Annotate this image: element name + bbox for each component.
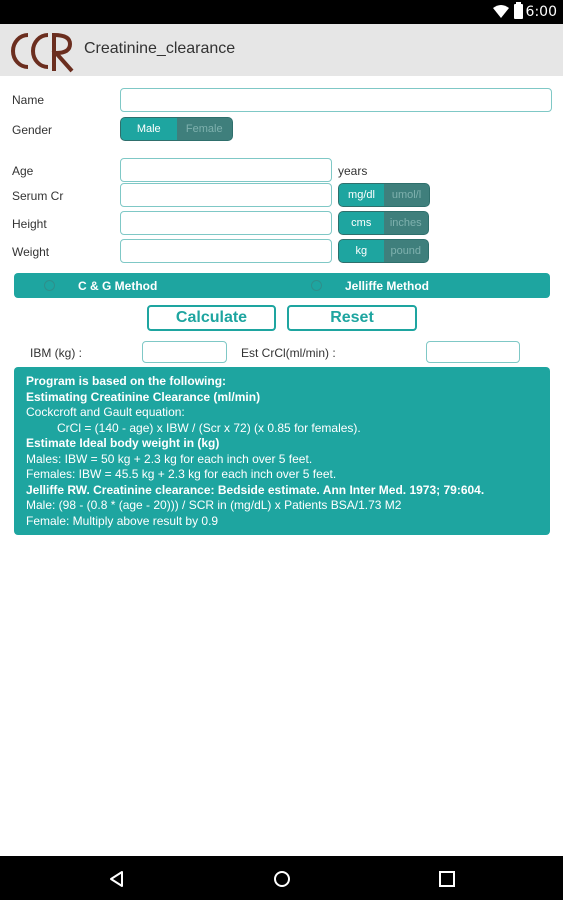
gender-toggle[interactable] (120, 117, 233, 141)
battery-icon (514, 4, 523, 19)
reset-button[interactable]: Reset (287, 305, 417, 331)
app-bar (0, 24, 563, 76)
method-selector (14, 273, 550, 298)
height-unit-cms[interactable]: cms (339, 212, 384, 234)
height-label: Height (12, 217, 47, 231)
app-title: Creatinine_clearance (84, 40, 236, 57)
home-icon[interactable] (273, 870, 291, 888)
age-label: Age (12, 164, 34, 178)
info-line: Estimating Creatinine Clearance (ml/min) (26, 389, 261, 404)
name-input[interactable] (120, 88, 552, 112)
height-unit-toggle[interactable] (338, 211, 429, 235)
info-line: Female: Multiply above result by 0.9 (26, 513, 219, 528)
calculate-button[interactable]: Calculate (147, 305, 276, 331)
age-input[interactable] (120, 158, 332, 182)
weight-unit-pound[interactable]: pound (384, 240, 429, 262)
serum-unit-mgdl[interactable]: mg/dl (339, 184, 384, 206)
info-line: Males: IBW = 50 kg + 2.3 kg for each inch over 5 feet. (26, 451, 313, 466)
serum-unit-toggle[interactable] (338, 183, 430, 207)
height-input[interactable] (120, 211, 332, 235)
age-unit: years (338, 164, 368, 178)
info-line: Estimate Ideal body weight in (kg) (26, 436, 220, 450)
gender-female-option[interactable]: Female (177, 118, 233, 140)
weight-label: Weight (12, 245, 50, 259)
ibm-output (142, 341, 227, 363)
serum-input[interactable] (120, 183, 332, 207)
info-line: Cockcroft and Gault equation: (26, 405, 185, 419)
gender-label: Gender (12, 123, 53, 137)
status-time: 6:00 (525, 4, 557, 20)
weight-input[interactable] (120, 239, 332, 263)
navigation-bar (0, 856, 563, 900)
status-bar (0, 0, 563, 24)
app-logo (10, 29, 80, 73)
crcl-output (426, 341, 520, 363)
info-line: Program is based on the following: (26, 374, 227, 388)
gender-male-option[interactable]: Male (121, 118, 177, 140)
info-line: Male: (98 - (0.8 * (age - 20))) / SCR in (mg/dL) x Patients BSA/1.73 M2 (26, 498, 402, 512)
cg-method-radio[interactable] (44, 280, 55, 291)
jelliffe-method-label[interactable]: Jelliffe Method (345, 279, 430, 293)
wifi-icon (493, 5, 509, 19)
cg-method-label[interactable]: C & G Method (78, 279, 158, 293)
recents-icon[interactable] (438, 870, 456, 888)
info-line: Jelliffe RW. Creatinine clearance: Bedside estimate. Ann Inter Med. 1973; 79:604. (26, 482, 485, 497)
weight-unit-kg[interactable]: kg (339, 240, 384, 262)
info-panel (14, 367, 550, 535)
name-label: Name (12, 93, 45, 107)
info-line: CrCl = (140 - age) x IBW / (Scr x 72) (x 0.85 for females). (57, 420, 361, 435)
ibm-label: IBM (kg) : (30, 346, 83, 360)
serum-label: Serum Cr (12, 189, 64, 203)
height-unit-inches[interactable]: inches (384, 212, 429, 234)
jelliffe-method-radio[interactable] (311, 280, 322, 291)
serum-unit-umol[interactable]: umol/l (384, 184, 429, 206)
weight-unit-toggle[interactable] (338, 239, 429, 263)
crcl-label: Est CrCl(ml/min) : (241, 346, 336, 360)
back-icon[interactable] (108, 870, 126, 888)
info-line: Females: IBW = 45.5 kg + 2.3 kg for each inch over 5 feet. (26, 467, 337, 481)
